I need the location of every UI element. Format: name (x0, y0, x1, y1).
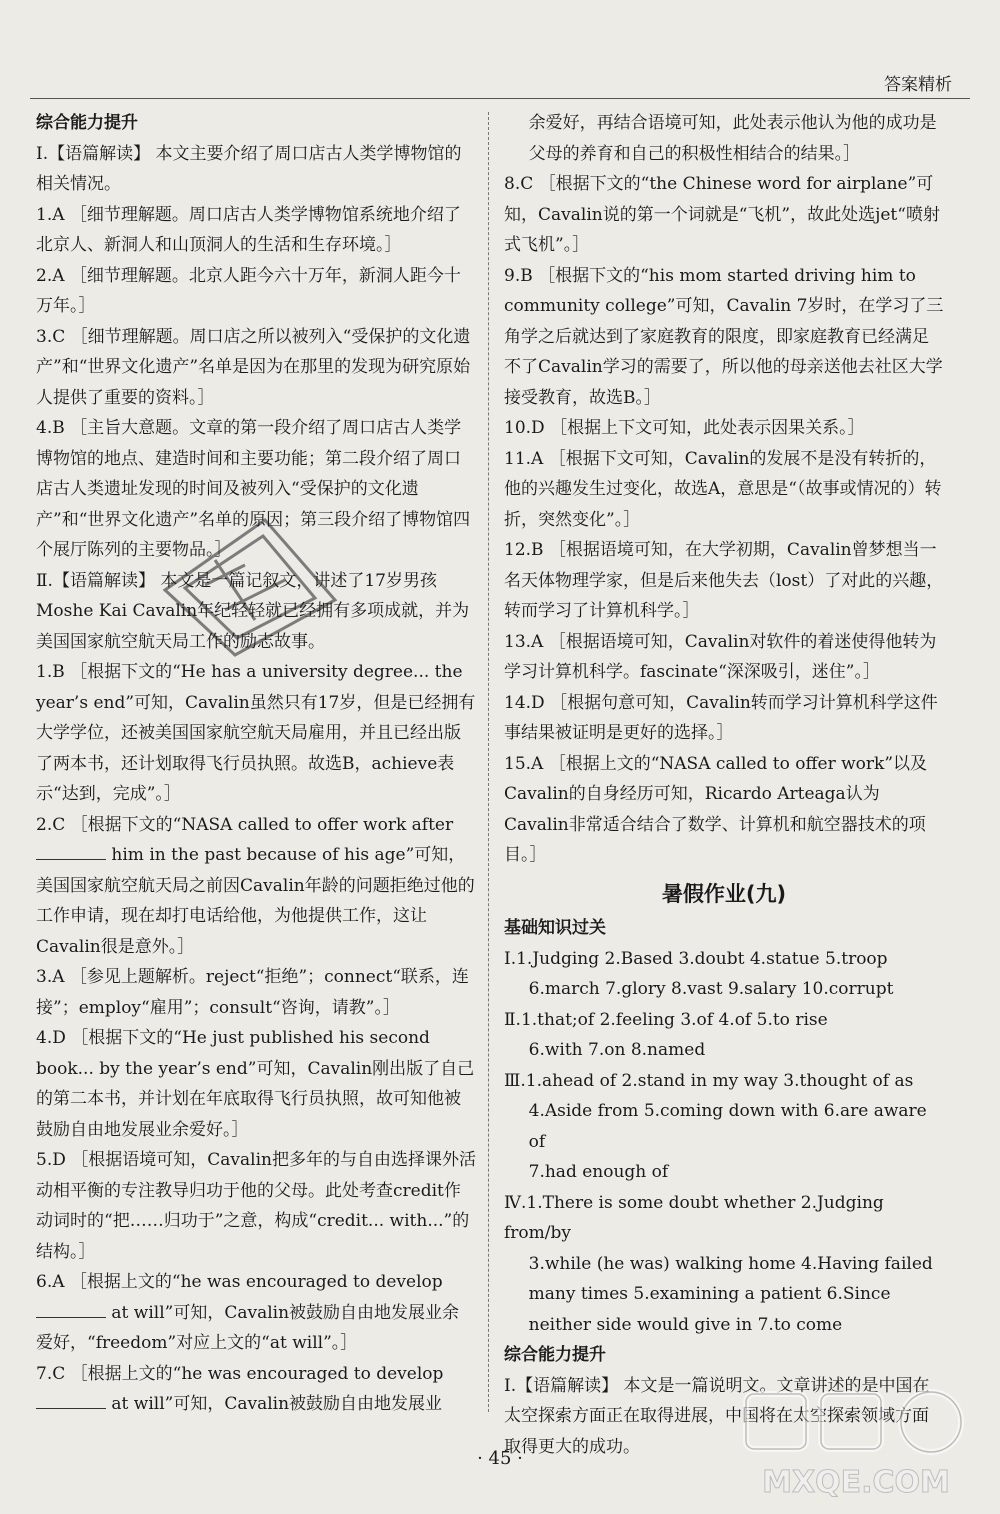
ink-stamp-icon (145, 490, 355, 660)
right-paragraph (504, 261, 944, 414)
paragraph-text: 2.A ［细节理解题。北京人距今六十万年，新洞人距今十万年。］ (36, 265, 461, 316)
right-paragraph (504, 169, 944, 261)
right-paragraph (504, 974, 944, 1005)
left-paragraph (36, 962, 476, 1023)
paragraph-text: 7.C ［根据上文的“he was encouraged to develop (36, 1363, 444, 1384)
right-paragraph (504, 871, 944, 914)
right-paragraph (504, 627, 944, 688)
paragraph-text: 2.C ［根据下文的“NASA called to offer work after (36, 814, 454, 835)
right-paragraph (504, 749, 944, 871)
left-paragraph (36, 1359, 476, 1420)
paragraph-text: 4.Aside from 5.coming down with 6.are aware of (528, 1101, 927, 1152)
paragraph-text: 11.A ［根据下文可知，Cavalin的发展不是没有转折的，他的兴趣发生过变化，故选A，意思是“（故事或情况的）转折，突然变化”。］ (504, 448, 942, 530)
paragraph-text: 14.D ［根据句意可知，Cavalin转而学习计算机科学这件事结果被证明是更好的选择。］ (504, 692, 938, 743)
left-paragraph (36, 1267, 476, 1359)
column-divider (488, 112, 489, 1412)
left-paragraph (36, 261, 476, 322)
left-column (36, 108, 476, 1420)
right-paragraph (504, 1249, 944, 1341)
right-paragraph (504, 1035, 944, 1066)
paragraph-text: 3.while (he was) walking home 4.Having failed many times 5.examining a patient 6.Since neither side would give in 7.to come (528, 1253, 933, 1335)
right-paragraph (504, 1096, 944, 1157)
paragraph-text: 4.D ［根据下文的“He just published his second book... by the year’s end”可知，Cavalin刚出版了自己的第二本书，并计划在年底取得飞行员执照，故可知他被鼓励自由地发展业余爱好。］ (36, 1028, 475, 1140)
right-paragraph (504, 1005, 944, 1036)
paragraph-text: Ⅰ.【语篇解读】 本文主要介绍了周口店古人类学博物馆的相关情况。 (36, 143, 462, 194)
page-header-title: 答案精析 (884, 75, 952, 95)
right-paragraph (504, 1188, 944, 1249)
right-paragraph (504, 444, 944, 536)
right-paragraph (504, 944, 944, 975)
left-paragraph (36, 139, 476, 200)
paragraph-text: 6.march 7.glory 8.vast 9.salary 10.corrupt (528, 979, 894, 999)
paragraph-text: 12.B ［根据语境可知，在大学初期，Cavalin曾梦想当一名天体物理学家，但是后来他失去（lost）了对此的兴趣，转而学习了计算机科学。］ (504, 540, 944, 621)
left-paragraph (36, 1023, 476, 1145)
answer-blank (36, 1390, 106, 1409)
paragraph-text: Ⅳ.1.There is some doubt whether 2.Judging from/by (504, 1192, 884, 1243)
right-paragraph (504, 413, 944, 444)
right-paragraph (504, 1157, 944, 1188)
paragraph-text-tail: him in the past because of his age”可知，美国国家航空航天局之前因Cavalin年龄的问题拒绝过他的工作申请，现在却打电话给他，为他提供工作，这让Cavalin很是意外。］ (36, 845, 475, 957)
paragraph-text: 6.with 7.on 8.named (528, 1040, 706, 1060)
left-paragraph (36, 1145, 476, 1267)
paragraph-text: Ⅰ.【语篇解读】 本文是一篇说明文。文章讲述的是中国在太空探索方面正在取得进展，中国将在太空探索领域方面取得更大的成功。 (504, 1375, 930, 1457)
right-paragraph (504, 1340, 944, 1371)
page-number: · 45 · (477, 1448, 523, 1469)
paragraph-text: 10.D ［根据上下文可知，此处表示因果关系。］ (504, 418, 865, 438)
paragraph-text: Ⅰ.1.Judging 2.Based 3.doubt 4.statue 5.troop (504, 948, 888, 969)
paragraph-text: 综合能力提升 (36, 113, 138, 133)
paragraph-text: 余爱好，再结合语境可知，此处表示他认为他的成功是父母的养育和自己的积极性相结合的结果。］ (528, 113, 937, 164)
paragraph-text: 综合能力提升 (504, 1345, 606, 1365)
paragraph-text: 5.D ［根据语境可知，Cavalin把多年的与自由选择课外活动相平衡的专注教导归功于他的父母。此处考查credit作动词时的“把……归功于”之意，构成“credit... with...”的结构。］ (36, 1150, 476, 1262)
answer-blank (36, 1299, 106, 1318)
header-rule (30, 98, 970, 99)
left-paragraph (36, 810, 476, 963)
right-paragraph (504, 535, 944, 627)
watermark-logo-icon (736, 1384, 976, 1504)
paragraph-text-tail: at will”可知，Cavalin被鼓励自由地发展业余爱好，“freedom”对应上文的“at will”。］ (36, 1302, 460, 1353)
paragraph-text: 13.A ［根据语境可知，Cavalin对软件的着迷使得他转为学习计算机科学。fascinate“深深吸引，迷住”。］ (504, 631, 937, 682)
paragraph-text: 3.C ［细节理解题。周口店之所以被列入“受保护的文化遗产”和“世界文化遗产”名单是因为在那里的发现为研究原始人提供了重要的资料。］ (36, 326, 471, 408)
paragraph-text-tail: at will”可知，Cavalin被鼓励自由地发展业 (106, 1394, 443, 1414)
answer-blank (36, 841, 106, 860)
left-paragraph (36, 108, 476, 139)
paragraph-text: Ⅱ.【语篇解读】 本文是一篇记叙文，讲述了17岁男孩Moshe Kai Cavalin年纪轻轻就已经拥有多项成就，并为美国国家航空航天局工作的励志故事。 (36, 570, 470, 652)
left-paragraph (36, 322, 476, 414)
paragraph-text: 8.C ［根据下文的“the Chinese word for airplane”可知，Cavalin说的第一个词就是“飞机”，故此处选jet“喷射式飞机”。］ (504, 174, 940, 255)
paragraph-text: 4.B ［主旨大意题。文章的第一段介绍了周口店古人类学博物馆的地点、建造时间和主要功能；第二段介绍了周口店古人类遗址发现的时间及被列入“受保护的文化遗产”和“世界文化遗产”名单的原因；第三段介绍了博物馆四个展厅陈列的主要物品。］ (36, 418, 471, 560)
paragraph-text: 暑假作业(九) (661, 881, 787, 906)
paragraph-text: 7.had enough of (528, 1162, 669, 1182)
right-column (504, 108, 944, 1462)
paragraph-text: Ⅱ.1.that;of 2.feeling 3.of 4.of 5.to rise (504, 1009, 828, 1030)
svg-text:MXQE.COM: MXQE.COM (762, 1465, 950, 1500)
paragraph-text: 3.A ［参见上题解析。reject“拒绝”；connect“联系，连接”；employ“雇用”；consult“咨询，请教”。］ (36, 967, 469, 1018)
left-paragraph (36, 200, 476, 261)
right-paragraph (504, 913, 944, 944)
paragraph-text: Ⅲ.1.ahead of 2.stand in my way 3.thought of as (504, 1070, 914, 1091)
paragraph-text: 6.A ［根据上文的“he was encouraged to develop (36, 1272, 443, 1292)
right-paragraph (504, 688, 944, 749)
paragraph-text: 1.B ［根据下文的“He has a university degree... the year’s end”可知，Cavalin虽然只有17岁，但是已经拥有大学学位，还被美国国家航空航天局雇用，并且已经出版了两本书，还计划取得飞行员执照。故选B，achieve表示“达到，完成”。］ (36, 662, 476, 804)
right-paragraph (504, 108, 944, 169)
paragraph-text: 基础知识过关 (504, 918, 606, 938)
left-paragraph (36, 657, 476, 810)
paragraph-text: 1.A ［细节理解题。周口店古人类学博物馆系统地介绍了北京人、新洞人和山顶洞人的生活和生存环境。］ (36, 204, 461, 255)
paragraph-text: 15.A ［根据上文的“NASA called to offer work”以及Cavalin的自身经历可知，Ricardo Arteaga认为Cavalin非常适合结合了数学、计算机和航空器技术的项目。］ (504, 753, 928, 865)
right-paragraph (504, 1066, 944, 1097)
paragraph-text: 9.B ［根据下文的“his mom started driving him to community college”可知，Cavalin 7岁时，在学习了三角学之后就达到了家庭教育的限度，即家庭教育已经满足不了Cavalin学习的需要了，所以他的母亲送他去社区大学接受教育，故选B。］ (504, 265, 944, 408)
